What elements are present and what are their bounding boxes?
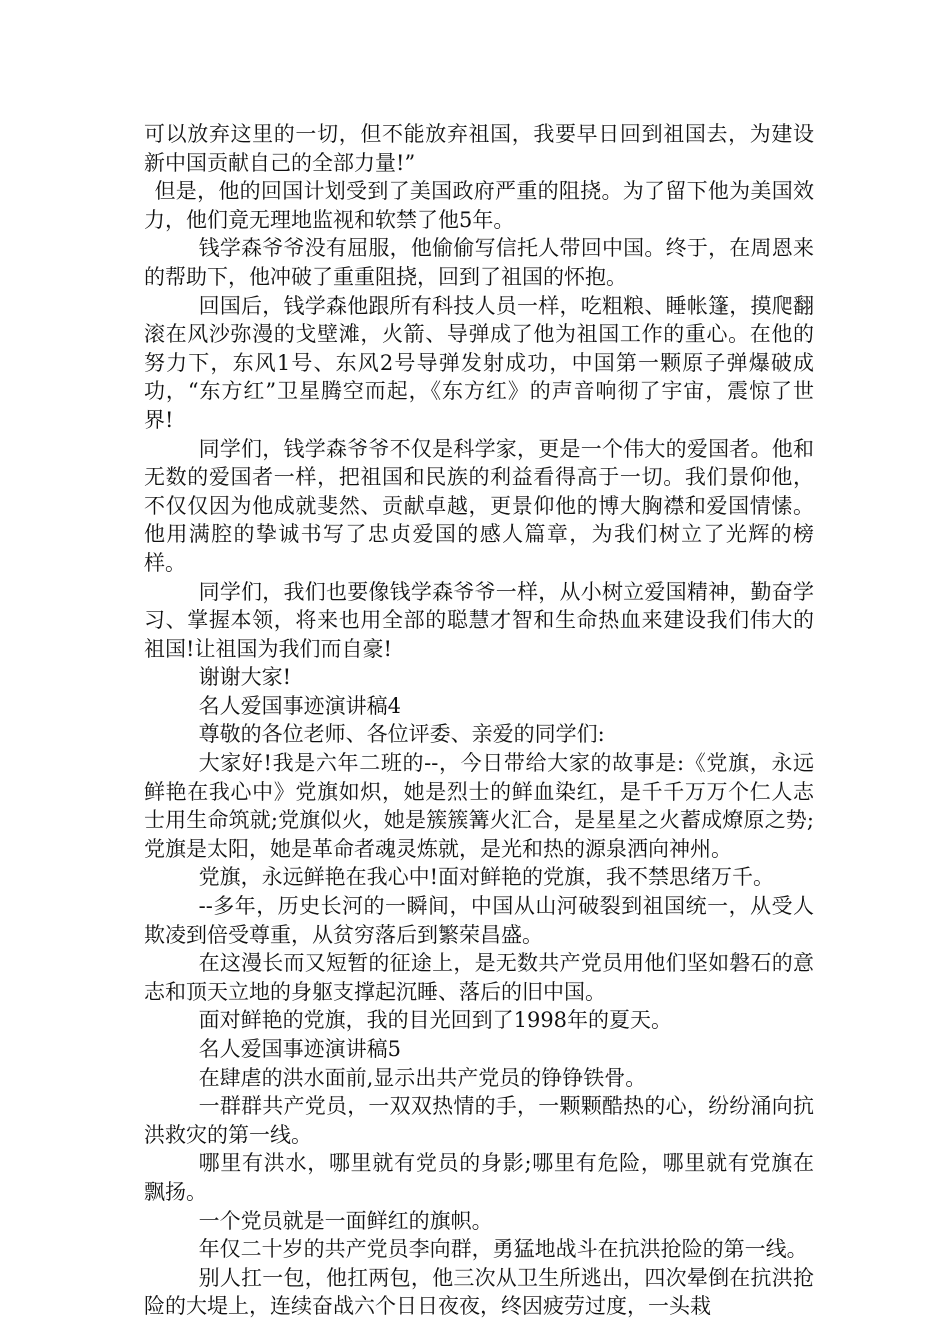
paragraph: 年仅二十岁的共产党员李向群，勇猛地战斗在抗洪抢险的第一线。 (198, 1237, 808, 1262)
paragraph: 谢谢大家! (198, 665, 292, 690)
paragraph: 一群群共产党员，一双双热情的手，一颗颗酷热的心，纷纷涌向抗洪救灾的第一线。 (144, 1094, 814, 1147)
paragraph: 在这漫长而又短暂的征途上，是无数共产党员用他们坚如磐石的意志和顶天立地的身躯支撑起沉睡、落后的旧中国。 (144, 951, 814, 1004)
paragraph: 哪里有洪水，哪里就有党员的身影;哪里有危险，哪里就有党旗在飘扬。 (144, 1151, 814, 1204)
paragraph: 同学们，我们也要像钱学森爷爷一样，从小树立爱国精神，勤奋学习、掌握本领，将来也用全部的聪慧才智和生命热血来建设我们伟大的祖国!让祖国为我们而自豪! (144, 579, 814, 661)
paragraph: 在肆虐的洪水面前,显示出共产党员的铮铮铁骨。 (198, 1065, 647, 1090)
paragraph: 可以放弃这里的一切，但不能放弃祖国，我要早日回到祖国去，为建设新中国贡献自己的全部力量!” (144, 122, 814, 175)
paragraph: 别人扛一包，他扛两包，他三次从卫生所逃出，四次晕倒在抗洪抢险的大堤上，连续奋战六个日日夜夜，终因疲劳过度，一头栽 (144, 1265, 814, 1319)
paragraph: 党旗，永远鲜艳在我心中!面对鲜艳的党旗，我不禁思绪万千。 (198, 865, 775, 890)
paragraph: 回国后，钱学森他跟所有科技人员一样，吃粗粮、睡帐篷，摸爬翻滚在风沙弥漫的戈壁滩，火箭、导弹成了他为祖国工作的重心。在他的努力下，东风1号、东风2号导弹发射成功，中国第一颗原子弹爆破成功，“东方红”卫星腾空而起，《东方红》的声音响彻了宇宙，震惊了世界! (144, 293, 814, 432)
paragraph: --多年，历史长河的一瞬间，中国从山河破裂到祖国统一，从受人欺凌到倍受尊重，从贫穷落后到繁荣昌盛。 (144, 894, 814, 947)
paragraph: 面对鲜艳的党旗，我的目光回到了1998年的夏天。 (198, 1008, 673, 1033)
paragraph: 但是，他的回国计划受到了美国政府严重的阻挠。为了留下他为美国效力，他们竟无理地监视和软禁了他5年。 (144, 179, 814, 232)
paragraph: 尊敬的各位老师、各位评委、亲爱的同学们: (198, 722, 605, 747)
paragraph: 一个党员就是一面鲜红的旗帜。 (198, 1208, 493, 1233)
paragraph: 钱学森爷爷没有屈服，他偷偷写信托人带回中国。终于，在周恩来的帮助下，他冲破了重重阻挠，回到了祖国的怀抱。 (144, 236, 814, 289)
document-body (144, 120, 814, 1321)
paragraph: 大家好!我是六年二班的--，今日带给大家的故事是:《党旗，永远鲜艳在我心中》党旗如炽，她是烈士的鲜血染红，是千千万万个仁人志士用生命筑就;党旗似火，她是簇簇篝火汇合，是星星之火蓄成燎原之势;党旗是太阳，她是革命者魂灵炼就，是光和热的源泉洒向神州。 (144, 751, 814, 861)
section-heading: 名人爱国事迹演讲稿4 (198, 693, 401, 718)
section-heading: 名人爱国事迹演讲稿5 (198, 1037, 401, 1061)
paragraph: 同学们，钱学森爷爷不仅是科学家，更是一个伟大的爱国者。他和无数的爱国者一样，把祖国和民族的利益看得高于一切。我们景仰他，不仅仅因为他成就斐然、贡献卓越，更景仰他的博大胸襟和爱国情愫。他用满腔的挚诚书写了忠贞爱国的感人篇章，为我们树立了光辉的榜样。 (144, 436, 814, 575)
